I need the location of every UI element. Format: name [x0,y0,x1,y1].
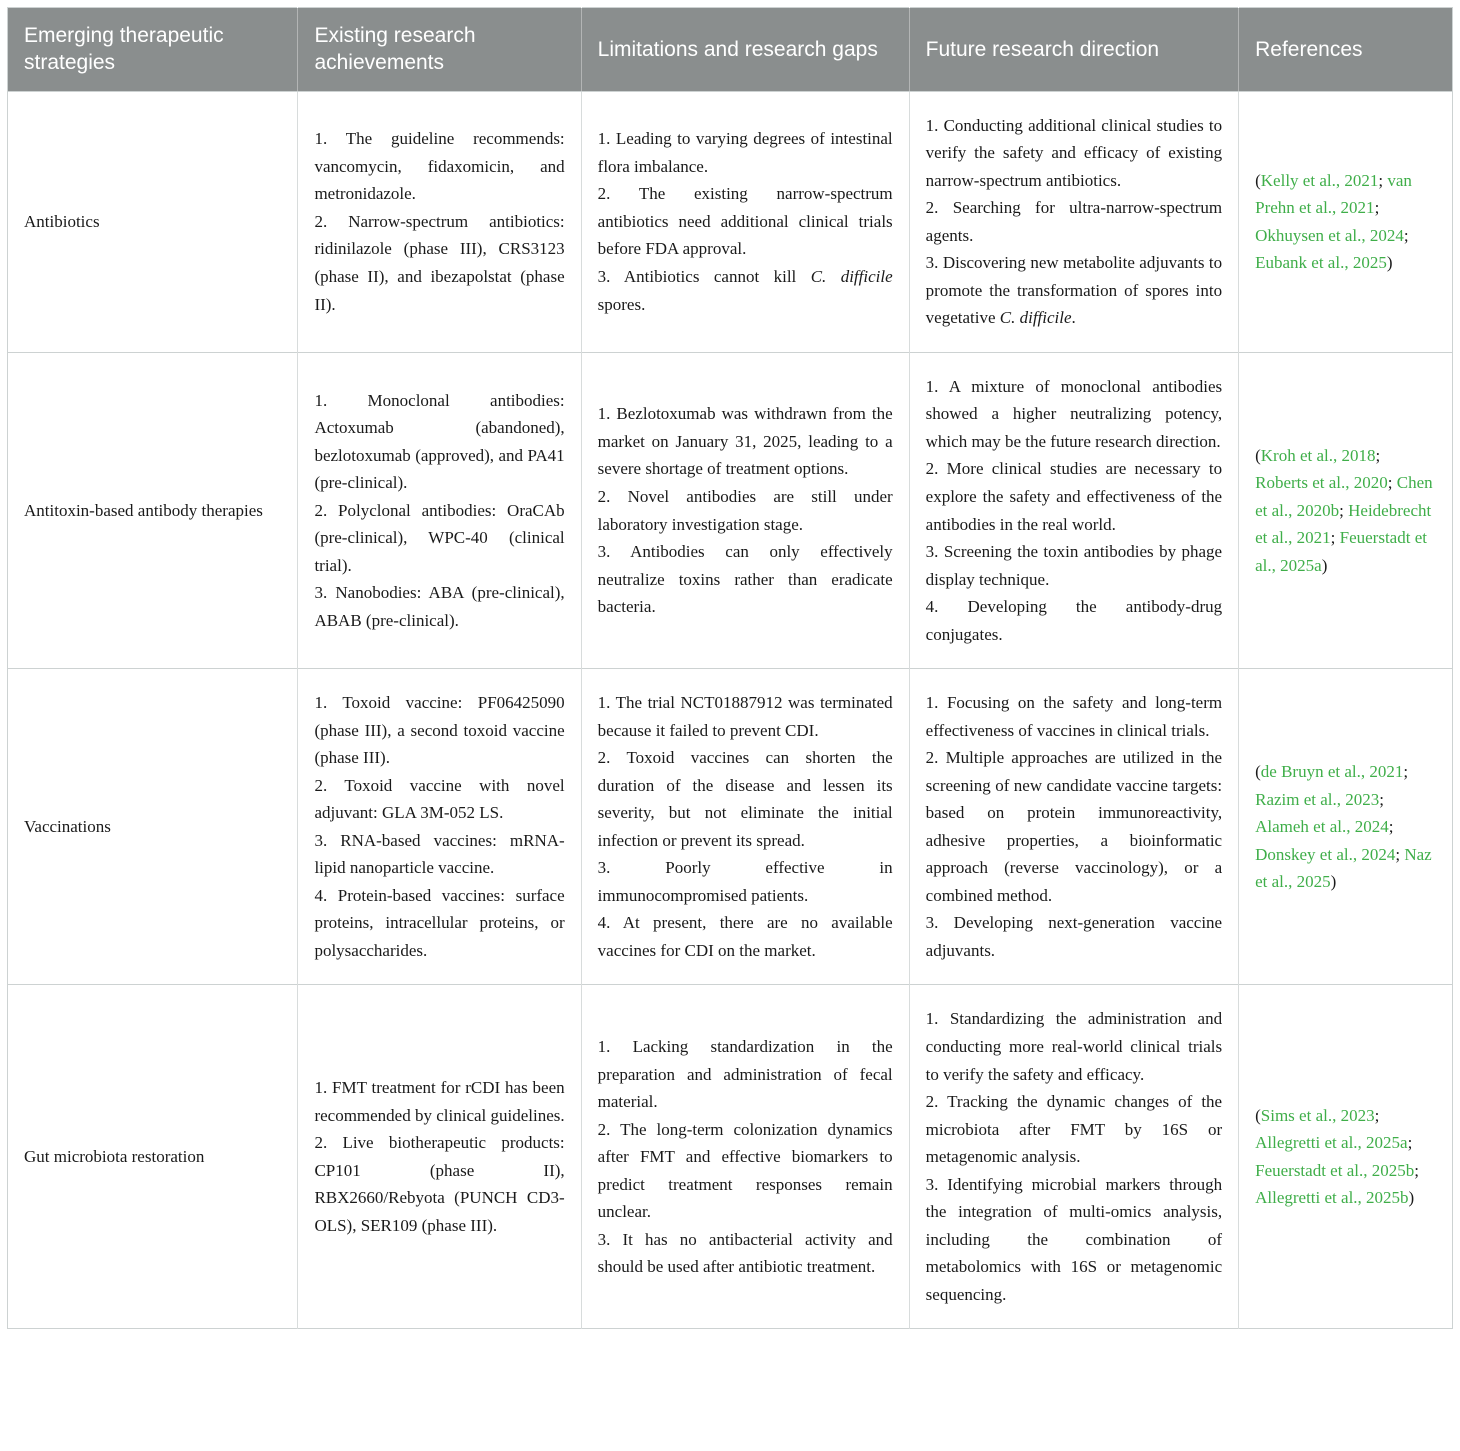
cell-item: 1. The guideline recommends: vancomycin, fidaxomicin, and metronidazole. [314,129,565,204]
cell-item: 1. FMT treatment for rCDI has been recommended by clinical guidelines. [314,1078,565,1125]
reference-link[interactable]: Alameh et al., 2024 [1255,817,1389,837]
reference-link[interactable]: Kroh et al., 2018 [1260,445,1376,465]
table-row [8,985,1453,1329]
references-separator: ; [1395,844,1405,864]
cell-item: 1. Bezlotoxumab was withdrawn from the market on January 31, 2025, leading to a severe shortage of treatment options. [597,404,893,479]
header-limitations-and-research-gaps: Limitations and research gaps [581,8,909,92]
references-close-paren: ) [1321,555,1328,575]
reference-link[interactable]: Allegretti et al., 2025a [1255,1133,1408,1153]
reference-link[interactable]: Feuerstadt et al., 2025b [1255,1160,1415,1180]
cell-item: 2. Novel antibodies are still under laboratory investigation stage. [597,486,893,534]
cell-item: 2. Tracking the dynamic changes of the microbiota after FMT by 16S or metagenomic analysis. [925,1092,1223,1167]
cell-item: 2. Polyclonal antibodies: OraCAb (pre-clinical), WPC-40 (clinical trial). [314,500,565,575]
cell-item: 3. Poorly effective in immunocompromised patients. [597,858,893,905]
references-separator: ; [1403,225,1409,245]
strategy-cell: Antitoxin-based antibody therapies [8,352,298,668]
reference-link[interactable]: Sims et al., 2023 [1260,1105,1375,1125]
references-cell [1239,669,1453,985]
future-cell [909,985,1238,1329]
cell-item: 3. Antibiotics cannot kill C. difficile spores. [597,267,893,314]
table-header-row [8,8,1453,92]
references-close-paren: ) [1330,872,1337,892]
cell-item: 2. Searching for ultra-narrow-spectrum agents. [925,198,1223,245]
reference-link[interactable]: Heidebrecht et al., 2021 [1255,500,1432,548]
table-row [8,352,1453,668]
references-cell [1239,352,1453,668]
references-separator: ; [1375,445,1381,465]
references-separator: ; [1374,1105,1380,1125]
achievements-cell [298,669,581,985]
strategy-cell: Antibiotics [24,211,100,231]
reference-link[interactable]: Naz et al., 2025 [1255,844,1432,892]
reference-link[interactable]: Feuerstadt et al., 2025a [1255,528,1427,575]
cell-item: 3. Developing next-generation vaccine adjuvants. [925,913,1223,960]
cell-item: 2. The long-term colonization dynamics after FMT and effective biomarkers to predict treatment responses remain unclear. [597,1119,893,1222]
reference-link[interactable]: Razim et al., 2023 [1255,789,1380,809]
table-body [8,91,1453,1329]
cell-item: 1. Standardizing the administration and conducting more real-world clinical trials to verify the safety and efficacy. [925,1009,1223,1084]
achievements-cell [298,91,581,352]
cell-item: 2. Live biotherapeutic products: CP101 (phase II), RBX2660/Rebyota (PUNCH CD3-OLS), SER109 (phase III). [314,1133,565,1235]
cell-item: 1. A mixture of monoclonal antibodies showed a higher neutralizing potency, which may be the future research direction. [925,376,1223,451]
header-references: References [1239,8,1453,92]
reference-link[interactable]: Kelly et al., 2021 [1260,170,1379,190]
references-close-paren: ) [1408,1188,1415,1208]
future-cell [909,669,1238,985]
cell-item: 1. The trial NCT01887912 was terminated because it failed to prevent CDI. [597,693,893,740]
cell-item: 1. Monoclonal antibodies: Actoxumab (abandoned), bezlotoxumab (approved), and PA41 (pre-clinical). [314,390,565,493]
cell-item: 3. Screening the toxin antibodies by phage display technique. [925,542,1223,589]
reference-link[interactable]: Roberts et al., 2020 [1255,473,1388,493]
cell-item: 4. Protein-based vaccines: surface proteins, intracellular proteins, or polysaccharides. [314,885,565,960]
cell-item: 1. Toxoid vaccine: PF06425090 (phase III), a second toxoid vaccine (phase III). [314,693,565,768]
cell-item: 4. At present, there are no available vaccines for CDI on the market. [597,913,893,960]
cell-item: 3. Discovering new metabolite adjuvants to promote the transformation of spores into vegetative C. difficile. [925,253,1223,328]
future-cell [909,352,1238,668]
strategy-cell: Vaccinations [8,669,298,985]
references-separator: ; [1414,1160,1419,1180]
references-cell [1239,985,1453,1329]
paper-table-page [7,7,1453,1329]
references-separator: ; [1407,1133,1413,1153]
cell-item: 1. Conducting additional clinical studies to verify the safety and efficacy of existing narrow-spectrum antibiotics. [925,115,1223,190]
cell-item: 2. More clinical studies are necessary to explore the safety and effectiveness of the antibodies in the real world. [925,459,1223,534]
limitations-cell [581,352,909,668]
reference-link[interactable]: van Prehn et al., 2021 [1255,170,1412,218]
cell-item: 2. Toxoid vaccine with novel adjuvant: GLA 3M-052 LS. [314,775,565,823]
references-cell [1239,91,1453,352]
cell-item: 3. RNA-based vaccines: mRNA-lipid nanoparticle vaccine. [314,830,565,878]
reference-link[interactable]: de Bruyn et al., 2021 [1260,761,1404,781]
references-open-paren: ( [1255,170,1261,190]
reference-link[interactable]: Eubank et al., 2025 [1255,253,1387,273]
limitations-cell [581,91,909,352]
references-separator: ; [1339,500,1349,520]
cell-item: 1. Focusing on the safety and long-term effectiveness of vaccines in clinical trials. [925,693,1223,740]
reference-link[interactable]: Donskey et al., 2024 [1255,844,1396,864]
reference-link[interactable]: Chen et al., 2020b [1255,473,1433,520]
references-open-paren: ( [1255,445,1261,465]
future-cell [909,91,1238,352]
header-future-research-direction: Future research direction [909,8,1238,92]
references-separator: ; [1378,170,1388,190]
references-separator: ; [1403,761,1409,781]
limitations-cell [581,985,909,1329]
reference-link[interactable]: Allegretti et al., 2025b [1255,1188,1409,1208]
references-separator: ; [1388,817,1394,837]
cell-item: 3. Antibodies can only effectively neutralize toxins rather than eradicate bacteria. [597,542,893,617]
references-open-paren: ( [1255,761,1261,781]
cell-item: 2. Toxoid vaccines can shorten the duration of the disease and lessen its severity, but not eliminate the initial infection or prevent its spread. [597,748,893,850]
cell-item: 3. Nanobodies: ABA (pre-clinical), ABAB (pre-clinical). [314,583,565,630]
cell-item: 4. Developing the antibody-drug conjugates. [925,597,1223,644]
header-emerging-therapeutic-strategies: Emerging therapeutic strategies [8,8,298,92]
references-separator: ; [1379,789,1385,809]
therapeutic-strategies-table [7,7,1453,1329]
cell-item: 2. The existing narrow-spectrum antibiotics need additional clinical trials before FDA approval. [597,184,893,259]
cell-item: 3. Identifying microbial markers through the integration of multi-omics analysis, including the combination of metabolomics with 16S or metagenomic sequencing. [925,1174,1223,1304]
limitations-cell [581,669,909,985]
table-row [8,669,1453,985]
cell-item: 1. Lacking standardization in the preparation and administration of fecal material. [597,1037,893,1112]
achievements-cell [298,352,581,668]
references-open-paren: ( [1255,1105,1261,1125]
cell-item: 2. Multiple approaches are utilized in the screening of new candidate vaccine targets: based on protein immunoreactivity, adhesive properties, a bioinformatic approach (reverse vaccinology), or a combined method. [925,748,1223,905]
reference-link[interactable]: Okhuysen et al., 2024 [1255,225,1404,245]
references-separator: ; [1374,198,1380,218]
table-row [8,91,1453,352]
strategy-cell: Gut microbiota restoration [8,985,298,1329]
achievements-cell [298,985,581,1329]
references-close-paren: ) [1386,253,1393,273]
cell-item: 1. Leading to varying degrees of intestinal flora imbalance. [597,129,893,176]
cell-item: 3. It has no antibacterial activity and should be used after antibiotic treatment. [597,1229,893,1277]
references-separator: ; [1330,528,1340,548]
references-separator: ; [1387,473,1397,493]
cell-item: 2. Narrow-spectrum antibiotics: ridinilazole (phase III), CRS3123 (phase II), and ibezapolstat (phase II). [314,211,565,314]
header-existing-research-achievements: Existing research achievements [298,8,581,92]
